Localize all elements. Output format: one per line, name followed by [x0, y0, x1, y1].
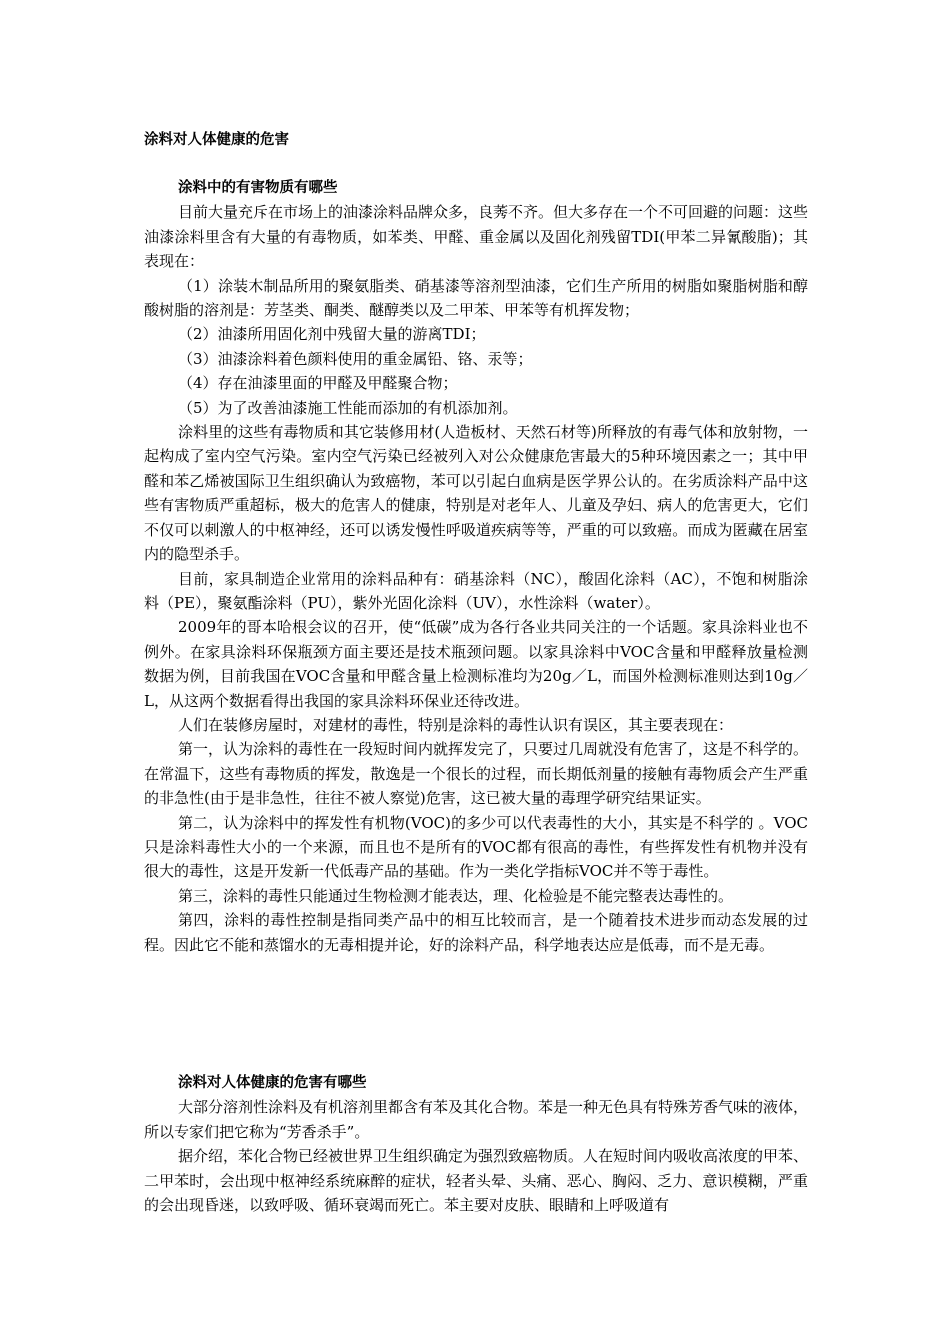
paragraph: 第一，认为涂料的毒性在一段短时间内就挥发完了，只要过几周就没有危害了，这是不科学的。在常温下，这些有毒物质的挥发，散逸是一个很长的过程，而长期低剂量的接触有毒物质会产生严重的非急性(由于是非急性，往往不被人察觉)危害，这已被大量的毒理学研究结果证实。 — [144, 740, 809, 808]
list-item: （3）油漆涂料着色颜料使用的重金属铅、铬、汞等； — [178, 349, 533, 368]
paragraph: 第二，认为涂料中的挥发性有机物(VOC)的多少可以代表毒性的大小，其实是不科学的 。VOC只是涂料毒性大小的一个来源，而且也不是所有的VOC都有很高的毒性，有些挥发性有机物并没有很大的毒性，这是开发新一代低毒产品的基础。作为一类化学指标VOC并不等于毒性。 — [144, 813, 808, 881]
section-health-hazards — [144, 1071, 808, 1217]
section-heading: 涂料对人体健康的危害有哪些 — [178, 1075, 367, 1091]
list-item: （1）涂装木制品所用的聚氨脂类、硝基漆等溶剂型油漆，它们生产所用的树脂如聚脂树脂和醇酸树脂的溶剂是：芳茎类、酮类、醚醇类以及二甲苯、甲苯等有机挥发物； — [144, 276, 808, 320]
document-title: 涂料对人体健康的危害 — [144, 132, 289, 148]
section-harmful-substances — [144, 176, 808, 957]
list-item: （5）为了改善油漆施工性能而添加的有机添加剂。 — [178, 398, 518, 417]
list-item: （2）油漆所用固化剂中残留大量的游离TDI； — [178, 325, 486, 344]
paragraph: 第三，涂料的毒性只能通过生物检测才能表达，理、化检验是不能完整表达毒性的。 — [178, 886, 734, 905]
paragraph: 据介绍，苯化合物已经被世界卫生组织确定为强烈致癌物质。人在短时间内吸收高浓度的甲苯、二甲苯时，会出现中枢神经系统麻醉的症状，轻者头晕、头痛、恶心、胸闷、乏力、意识模糊，严重的会出现昏迷，以致呼吸、循环衰竭而死亡。苯主要对皮肤、眼睛和上呼吸道有 — [144, 1147, 809, 1215]
paragraph: 目前大量充斥在市场上的油漆涂料品牌众多，良莠不齐。但大多存在一个不可回避的问题：这些油漆涂料里含有大量的有毒物质，如苯类、甲醛、重金属以及固化剂残留TDI(甲苯二异氰酸脂)；其表现在： — [144, 203, 809, 271]
paragraph: 2009年的哥本哈根会议的召开，使“低碳”成为各行各业共同关注的一个话题。家具涂料业也不例外。在家具涂料环保瓶颈方面主要还是技术瓶颈问题。以家具涂料中VOC含量和甲醛释放量检测数据为例，目前我国在VOC含量和甲醛含量上检测标准均为20g／L，而国外检测标准则达到10g／L，从这两个数据看得出我国的家具涂料环保业还待改进。 — [144, 618, 808, 710]
list-item: （4）存在油漆里面的甲醛及甲醛聚合物； — [178, 374, 458, 393]
paragraph: 大部分溶剂性涂料及有机溶剂里都含有苯及其化合物。苯是一种无色具有特殊芳香气味的液体，所以专家们把它称为“芳香杀手”。 — [144, 1098, 809, 1141]
paragraph: 涂料里的这些有毒物质和其它装修用材(人造板材、天然石材等)所释放的有毒气体和放射物，一起构成了室内空气污染。室内空气污染已经被列入对公众健康危害最大的5种环境因素之一；其中甲醛和苯乙烯被国际卫生组织确认为致癌物，苯可以引起白血病是医学界公认的。在劣质涂料产品中这些有害物质严重超标，极大的危害人的健康，特别是对老年人、儿童及孕妇、病人的危害更大，它们不仅可以刺激人的中枢神经，还可以诱发慢性呼吸道疾病等等，严重的可以致癌。而成为匿藏在居室内的隐型杀手。 — [144, 423, 808, 564]
paragraph: 人们在装修房屋时，对建材的毒性，特别是涂料的毒性认识有误区，其主要表现在： — [178, 715, 734, 734]
paragraph: 目前，家具制造企业常用的涂料品种有：硝基涂料（NC），酸固化涂料（AC），不饱和树脂涂料（PE），聚氨酯涂料（PU），紫外光固化涂料（UV），水性涂料（water）。 — [144, 569, 808, 612]
section-heading: 涂料中的有害物质有哪些 — [178, 180, 338, 196]
paragraph: 第四，涂料的毒性控制是指同类产品中的相互比较而言，是一个随着技术进步而动态发展的过程。因此它不能和蒸馏水的无毒相提并论，好的涂料产品，科学地表达应是低毒，而不是无毒。 — [144, 911, 808, 954]
